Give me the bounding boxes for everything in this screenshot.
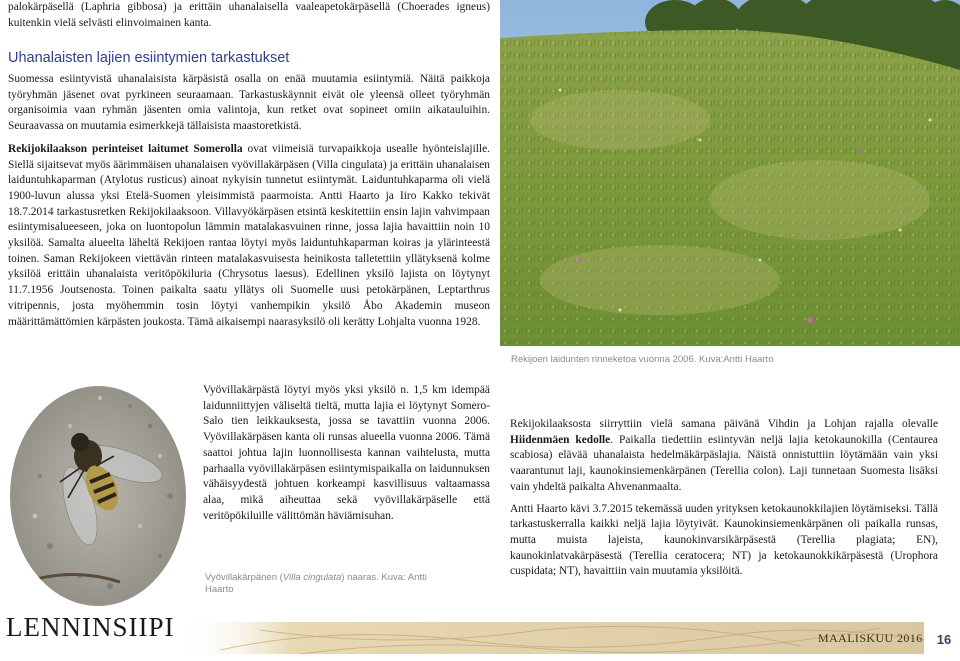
fly-photo-image (10, 386, 186, 606)
fly-caption-species: Villa cingulata (282, 572, 342, 583)
fly-side-text (203, 383, 490, 524)
paragraph-3: Vyövillakärpästä löytyi myös yksi yksilö n. 1,5 km idempää laidunniittyjen väliseltä tieltä, mutta lajia ei löytynyt Somero-Salo tien leikkauksesta, jossa se tavattiin vuonna 2006. Vyövillakärpäsen kanta oli runsas alueella vuonna 2006. Tämä saattoi johtua lajin luonnollisesta kannan vaihtelusta, mutta parhaalla vyövillakärpäsen esiintymispaikalla on laidunnuksen vähäisyydestä johtuen korkeampi kasvillisuus valtaamassa alaa, mikä aiheuttaa sekä vyövillakärpäselle että veritöpökiluille välittömän häviämisuhan. (203, 384, 490, 522)
fly-photo-caption (205, 572, 445, 596)
paragraph-2-body: ovat viimeisiä turvapaikkoja usealle hyönteislajille. Siellä sijaitsevat myös äärimmäisen uhanalaisen vyövillakärpäsen (Villa cingulata) ja erittäin uhanalaisen laiduntuhkaparman (Atylotus rusticus) ainoat nykyisin tunnetut esiintymät. Laiduntuhkaparma oli vielä 1900-luvun alussa yksi Etelä-Suomen yleisimmistä paarmoista. Antti Haarto ja Iiro Kakko tekivät 18.7.2014 tarkastusretken Rekijokilaaksoon. Villavyökärpäsen etsintä keskitettiin ensin lajin vahvimpaan esiintymisalueeseen, joka on luontopolun lämmin matalakasvuinen rinne, jossa lajia havaittiin noin 10 yksilöä. Samalta alueelta läheltä Rekijoen rantaa löytyi myös laiduntuhkaparman koiras ja ylärinteestä toinen. Saman Rekijokeen viettävän rinteen matalakasvuisesta heinikosta talletettiin yllätyksenä kolme yksilöä erittäin uhanalaista veritöpökiluria (Chrysotus laesus). Edellinen yksilö lajista on löytynyt 11.7.1956 Joutsenosta. Toinen paikalta saatu yllätys oli Suomelle uusi petokärpänen, Leptarthrus vitripennis, josta myöhemmin tosin löytyi vanhempikin yksilö Åbo Akademin museon määrittämättömien kärpästen joukosta. Tämä aikaisempi naarasyksilö oli kerätty Lohjalta vuonna 1928. (8, 142, 490, 328)
right-p1-end: . Paikalla tiedettiin esiintyvän neljä lajia ketokaunokilla (Centaurea scabiosa) elävää uhanalaista hedelmäkärpäslajia. Näistä onnistuttiin löytämään vain yksi vaarantunut laji, kaunokinsiemenkärpänen (Terellia colon). Laji tunnetaan Suomesta lisäksi vain yhdeltä paikalta Ahvenanmaalta. (510, 433, 938, 493)
page-number: 16 (936, 632, 952, 647)
paragraph-2 (8, 142, 490, 330)
fly-caption-suffix: ) naaras. Kuva: Antti Haarto (205, 572, 427, 595)
right-column (510, 417, 938, 580)
paragraph-2-lead: Rekijokilaakson perinteiset laitumet Somerolla (8, 142, 243, 155)
paragraph-1: Suomessa esiintyvistä uhanalaisista kärpäsistä osalla on enää muutamia esiintymiä. Näitä paikkoja työryhmän jäsenet ovat pyrkineen seuraamaan. Tarkastuskäynnit eivät ole yleensä olleet työryhmän organisoimia vaan ryhmän jäsenten omia valintoja, kun retket ovat sopineet omiin aikatauluihin. Seuraavassa on muutamia esimerkkejä tällaisista maastoretkistä. (8, 73, 490, 133)
meadow-photo-caption: Rekijoen laidunten rinneketoa vuonna 2006. Kuva:Antti Haarto (511, 354, 774, 365)
footer-wing-graphic (180, 620, 924, 656)
magazine-logo: LENNINSIIPI (6, 612, 175, 642)
meadow-photo (500, 0, 960, 346)
fly-photo (10, 386, 186, 606)
right-p1-place: Hiidenmäen kedolle (510, 433, 611, 446)
issue-date: MAALISKUU 2016 (818, 631, 923, 645)
fly-caption-prefix: Vyövillakärpänen ( (205, 572, 283, 583)
right-p1-start: Rekijokilaaksosta siirryttiin vielä samana päivänä Vihdin ja Lohjan rajalla olevalle (510, 418, 938, 430)
right-paragraph-2: Antti Haarto kävi 3.7.2015 tekemässä uuden yrityksen ketokaunokkilajien löytämiseksi. Tällä tarkastuskerralla kaikki neljä lajia löytyivät. Kaunokinsiemenkärpänen oli paikalla runsas, mutta muista lajeista, kaunokinvarsikärpäsestä (Terellia plagiata; EN), kaunokinlatvakärpäsestä (Terellia ceratocera; NT) ja ketokaunokkikärpäsestä (Urophora cuspidata; NT), havaittiin vain muutamia yksilöitä. (510, 502, 938, 578)
meadow-photo-image (500, 0, 960, 346)
left-column (8, 72, 490, 330)
footer-band (180, 620, 924, 656)
section-heading: Uhanalaisten lajien esiintymien tarkastukset (8, 50, 290, 66)
intro-text: palokärpäsellä (Laphria gibbosa) ja erittäin uhanalaisella vaaleapetokärpäsellä (Choerades igneus) kuitenkin vielä selvästi elinvoimainen kanta. (8, 1, 490, 29)
right-paragraph-1 (510, 417, 938, 496)
intro-paragraph (8, 0, 490, 31)
